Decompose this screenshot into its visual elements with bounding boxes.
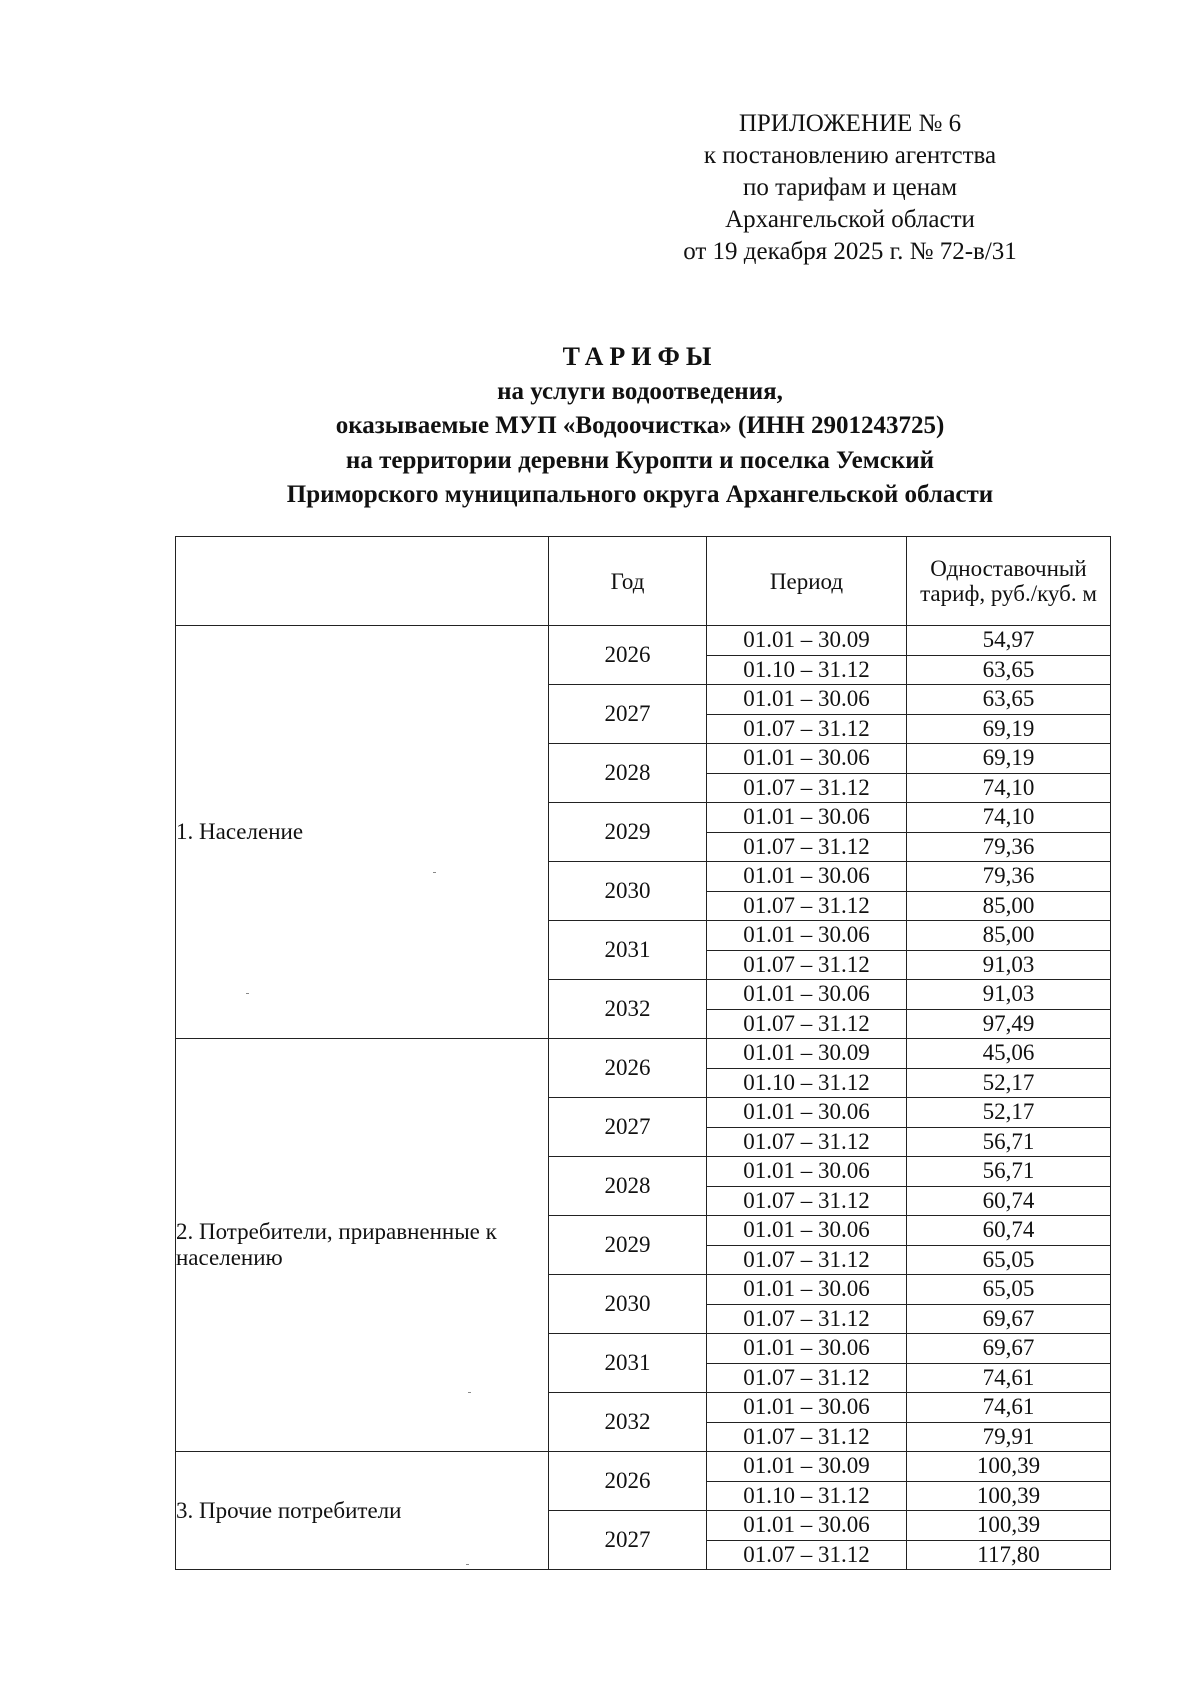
tariff-value-cell: 85,00 xyxy=(907,921,1111,951)
year-cell: 2026 xyxy=(549,626,707,685)
period-cell: 01.07 – 31.12 xyxy=(707,950,907,980)
table-row xyxy=(176,1452,1111,1482)
tariff-value-cell: 52,17 xyxy=(907,1068,1111,1098)
period-cell: 01.07 – 31.12 xyxy=(707,1245,907,1275)
period-cell: 01.07 – 31.12 xyxy=(707,714,907,744)
year-cell: 2027 xyxy=(549,685,707,744)
header-tariff: Одноставочный тариф, руб./куб. м xyxy=(907,537,1111,626)
document-heading xyxy=(200,340,1080,513)
tariff-value-cell: 91,03 xyxy=(907,980,1111,1010)
heading-line: на территории деревни Куропти и поселка Уемский xyxy=(345,446,935,474)
tariff-value-cell: 85,00 xyxy=(907,891,1111,921)
period-cell: 01.07 – 31.12 xyxy=(707,1009,907,1039)
tariff-value-cell: 69,19 xyxy=(907,744,1111,774)
period-cell: 01.07 – 31.12 xyxy=(707,1127,907,1157)
tariff-value-cell: 45,06 xyxy=(907,1039,1111,1069)
year-cell: 2028 xyxy=(549,744,707,803)
period-cell: 01.01 – 30.06 xyxy=(707,1334,907,1364)
appendix-line: к постановлению агентства xyxy=(703,142,997,169)
appendix-date-line: от 19 декабря 2025 г. № 72-в/31 xyxy=(683,238,1017,265)
tariff-value-cell: 69,67 xyxy=(907,1304,1111,1334)
table-row xyxy=(176,626,1111,656)
year-cell: 2032 xyxy=(549,980,707,1039)
year-cell: 2028 xyxy=(549,1157,707,1216)
year-cell: 2027 xyxy=(549,1098,707,1157)
scan-speck xyxy=(433,872,436,873)
tariff-value-cell: 100,39 xyxy=(907,1452,1111,1482)
year-cell: 2029 xyxy=(549,803,707,862)
tariff-table xyxy=(175,536,1111,1570)
period-cell: 01.01 – 30.09 xyxy=(707,626,907,656)
period-cell: 01.07 – 31.12 xyxy=(707,1363,907,1393)
tariff-value-cell: 65,05 xyxy=(907,1275,1111,1305)
period-cell: 01.01 – 30.06 xyxy=(707,921,907,951)
period-cell: 01.07 – 31.12 xyxy=(707,1186,907,1216)
scan-speck xyxy=(466,1564,469,1565)
category-cell: 2. Потребители, приравненные к населению xyxy=(176,1039,549,1452)
tariff-value-cell: 63,65 xyxy=(907,685,1111,715)
period-cell: 01.07 – 31.12 xyxy=(707,832,907,862)
appendix-number: ПРИЛОЖЕНИЕ № 6 xyxy=(738,110,962,137)
tariff-value-cell: 74,61 xyxy=(907,1393,1111,1423)
heading-line: на услуги водоотведения, xyxy=(497,377,783,405)
period-cell: 01.10 – 31.12 xyxy=(707,655,907,685)
scan-speck xyxy=(468,1392,471,1393)
tariff-value-cell: 74,61 xyxy=(907,1363,1111,1393)
tariff-value-cell: 56,71 xyxy=(907,1157,1111,1187)
tariff-value-cell: 79,36 xyxy=(907,832,1111,862)
tariff-value-cell: 69,67 xyxy=(907,1334,1111,1364)
period-cell: 01.07 – 31.12 xyxy=(707,891,907,921)
tariff-value-cell: 79,36 xyxy=(907,862,1111,892)
category-cell: 3. Прочие потребители xyxy=(176,1452,549,1570)
tariff-value-cell: 52,17 xyxy=(907,1098,1111,1128)
tariff-value-cell: 69,19 xyxy=(907,714,1111,744)
period-cell: 01.01 – 30.06 xyxy=(707,1275,907,1305)
period-cell: 01.01 – 30.06 xyxy=(707,1098,907,1128)
period-cell: 01.01 – 30.06 xyxy=(707,862,907,892)
period-cell: 01.01 – 30.09 xyxy=(707,1452,907,1482)
period-cell: 01.07 – 31.12 xyxy=(707,1422,907,1452)
appendix-line: Архангельской области xyxy=(725,206,975,233)
period-cell: 01.01 – 30.06 xyxy=(707,685,907,715)
tariff-value-cell: 65,05 xyxy=(907,1245,1111,1275)
period-cell: 01.01 – 30.06 xyxy=(707,744,907,774)
period-cell: 01.07 – 31.12 xyxy=(707,1540,907,1570)
heading-line: Приморского муниципального округа Архангельской области xyxy=(286,481,994,508)
table-header-row xyxy=(176,537,1111,626)
period-cell: 01.01 – 30.06 xyxy=(707,1157,907,1187)
table-row xyxy=(176,1039,1111,1069)
year-cell: 2030 xyxy=(549,862,707,921)
period-cell: 01.01 – 30.06 xyxy=(707,980,907,1010)
tariff-value-cell: 97,49 xyxy=(907,1009,1111,1039)
header-category xyxy=(176,537,549,626)
table-body xyxy=(176,626,1111,1570)
tariff-value-cell: 54,97 xyxy=(907,626,1111,656)
tariff-value-cell: 63,65 xyxy=(907,655,1111,685)
heading-line: оказываемые МУП «Водоочистка» (ИНН 2901243725) xyxy=(335,412,945,439)
header-period: Период xyxy=(707,537,907,626)
period-cell: 01.01 – 30.06 xyxy=(707,1216,907,1246)
year-cell: 2027 xyxy=(549,1511,707,1570)
year-cell: 2031 xyxy=(549,1334,707,1393)
period-cell: 01.10 – 31.12 xyxy=(707,1481,907,1511)
tariff-value-cell: 79,91 xyxy=(907,1422,1111,1452)
tariff-value-cell: 56,71 xyxy=(907,1127,1111,1157)
tariff-value-cell: 74,10 xyxy=(907,803,1111,833)
tariff-value-cell: 117,80 xyxy=(907,1540,1111,1570)
period-cell: 01.10 – 31.12 xyxy=(707,1068,907,1098)
document-title: ТАРИФЫ xyxy=(562,342,718,371)
year-cell: 2026 xyxy=(549,1452,707,1511)
tariff-value-cell: 60,74 xyxy=(907,1186,1111,1216)
year-cell: 2030 xyxy=(549,1275,707,1334)
period-cell: 01.07 – 31.12 xyxy=(707,1304,907,1334)
period-cell: 01.01 – 30.06 xyxy=(707,1393,907,1423)
period-cell: 01.01 – 30.09 xyxy=(707,1039,907,1069)
year-cell: 2031 xyxy=(549,921,707,980)
tariff-value-cell: 100,39 xyxy=(907,1511,1111,1541)
tariff-value-cell: 74,10 xyxy=(907,773,1111,803)
scan-speck xyxy=(246,993,249,994)
year-cell: 2029 xyxy=(549,1216,707,1275)
year-cell: 2032 xyxy=(549,1393,707,1452)
year-cell: 2026 xyxy=(549,1039,707,1098)
period-cell: 01.07 – 31.12 xyxy=(707,773,907,803)
category-cell: 1. Население xyxy=(176,626,549,1039)
header-year: Год xyxy=(549,537,707,626)
period-cell: 01.01 – 30.06 xyxy=(707,1511,907,1541)
tariff-value-cell: 100,39 xyxy=(907,1481,1111,1511)
appendix-line: по тарифам и ценам xyxy=(742,174,958,201)
tariff-value-cell: 91,03 xyxy=(907,950,1111,980)
tariff-value-cell: 60,74 xyxy=(907,1216,1111,1246)
period-cell: 01.01 – 30.06 xyxy=(707,803,907,833)
appendix-block xyxy=(640,108,1060,268)
